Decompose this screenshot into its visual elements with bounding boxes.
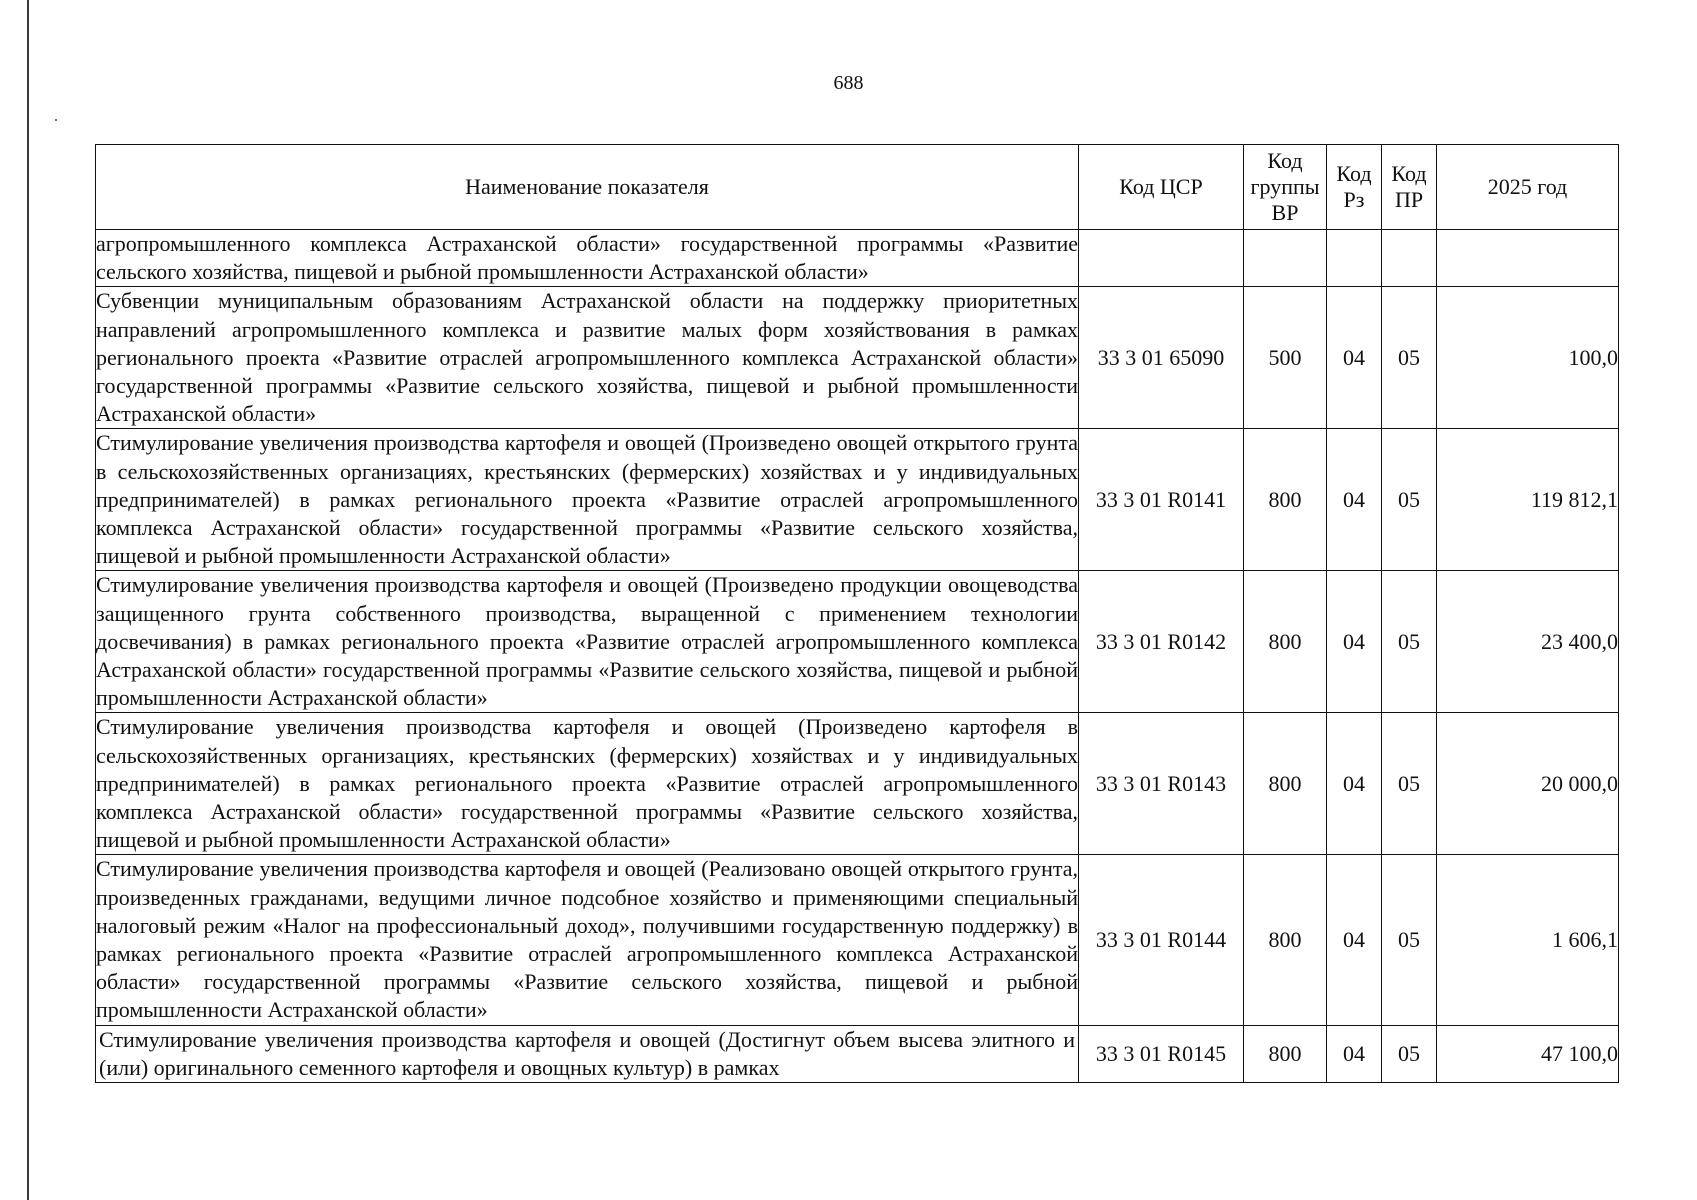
header-name: Наименование показателя	[96, 145, 1079, 230]
row-pr: 05	[1382, 713, 1437, 855]
row-vr: 800	[1244, 429, 1327, 571]
row-amount: 20 000,0	[1437, 713, 1619, 855]
row-csr: 33 3 01 R0143	[1079, 713, 1244, 855]
table-row	[96, 287, 1619, 429]
row-vr: 800	[1244, 571, 1327, 713]
row-name: Стимулирование увеличения производства картофеля и овощей (Произведено продукции овощеводства защищенного грунта собственного производства, выращенной с применением технологии досвечивания) в рамках регионального проекта «Развитие отраслей агропромышленного комплекса Астраханской области» государственной программы «Развитие сельского хозяйства, пищевой и рыбной промышленности Астраханской области»	[96, 571, 1079, 713]
row-amount: 47 100,0	[1437, 1025, 1619, 1082]
row-csr	[1079, 230, 1244, 287]
row-csr: 33 3 01 65090	[1079, 287, 1244, 429]
binding-edge-line	[27, 0, 29, 1200]
row-name: Стимулирование увеличения производства картофеля и овощей (Реализовано овощей открытого грунта, произведенных гражданами, ведущими личное подсобное хозяйство и применяющими специальный налоговый режим «Налог на профессиональный доход», получившими государственную поддержку) в рамках регионального проекта «Развитие отраслей агропромышленного комплекса Астраханской области» государственной программы «Развитие сельского хозяйства, пищевой и рыбной промышленности Астраханской области»	[96, 855, 1079, 1025]
header-vr: Код группы ВР	[1244, 145, 1327, 230]
row-csr: 33 3 01 R0141	[1079, 429, 1244, 571]
row-pr	[1382, 230, 1437, 287]
row-name-text: Стимулирование увеличения производства картофеля и овощей (Достигнут объем высева элитного и (или) оригинального семенного картофеля и овощных культур) в рамках	[99, 1026, 1075, 1080]
row-vr: 800	[1244, 1025, 1327, 1082]
row-amount: 119 812,1	[1437, 429, 1619, 571]
row-name: Субвенции муниципальным образованиям Астраханской области на поддержку приоритетных направлений агропромышленного комплекса и развитие малых форм хозяйствования в рамках регионального проекта «Развитие отраслей агропромышленного комплекса Астраханской области» государственной программы «Развитие сельского хозяйства, пищевой и рыбной промышленности Астраханской области»	[96, 287, 1079, 429]
header-pr: Код ПР	[1382, 145, 1437, 230]
row-vr	[1244, 230, 1327, 287]
row-amount: 23 400,0	[1437, 571, 1619, 713]
table-row	[96, 713, 1619, 855]
page-number: 688	[833, 72, 864, 94]
row-amount	[1437, 230, 1619, 287]
row-csr: 33 3 01 R0142	[1079, 571, 1244, 713]
row-rz: 04	[1327, 855, 1382, 1025]
row-pr: 05	[1382, 571, 1437, 713]
table-row	[96, 571, 1619, 713]
row-amount: 1 606,1	[1437, 855, 1619, 1025]
row-vr: 500	[1244, 287, 1327, 429]
header-rz: Код Рз	[1327, 145, 1382, 230]
row-rz: 04	[1327, 287, 1382, 429]
budget-table	[95, 144, 1619, 1083]
table-row	[96, 230, 1619, 287]
table-header-row	[96, 145, 1619, 230]
table-row	[96, 1025, 1619, 1082]
row-pr: 05	[1382, 287, 1437, 429]
row-pr: 05	[1382, 1025, 1437, 1082]
row-rz: 04	[1327, 713, 1382, 855]
header-csr: Код ЦСР	[1079, 145, 1244, 230]
row-name: Стимулирование увеличения производства картофеля и овощей (Произведено овощей открытого грунта в сельскохозяйственных организациях, крестьянских (фермерских) хозяйствах и у индивидуальных предпринимателей) в рамках регионального проекта «Развитие отраслей агропромышленного комплекса Астраханской области» государственной программы «Развитие сельского хозяйства, пищевой и рыбной промышленности Астраханской области»	[96, 429, 1079, 571]
table-row	[96, 429, 1619, 571]
scan-speck	[55, 119, 57, 121]
row-csr: 33 3 01 R0145	[1079, 1025, 1244, 1082]
row-rz: 04	[1327, 429, 1382, 571]
row-csr: 33 3 01 R0144	[1079, 855, 1244, 1025]
row-rz	[1327, 230, 1382, 287]
row-rz: 04	[1327, 1025, 1382, 1082]
row-rz: 04	[1327, 571, 1382, 713]
row-pr: 05	[1382, 429, 1437, 571]
header-year: 2025 год	[1437, 145, 1619, 230]
row-vr: 800	[1244, 713, 1327, 855]
row-pr: 05	[1382, 855, 1437, 1025]
row-name: агропромышленного комплекса Астраханской области» государственной программы «Развитие сельского хозяйства, пищевой и рыбной промышленности Астраханской области»	[96, 230, 1079, 287]
row-vr: 800	[1244, 855, 1327, 1025]
table-row	[96, 855, 1619, 1025]
row-name	[96, 1025, 1079, 1082]
row-amount: 100,0	[1437, 287, 1619, 429]
row-name: Стимулирование увеличения производства картофеля и овощей (Произведено картофеля в сельскохозяйственных организациях, крестьянских (фермерских) хозяйствах и у индивидуальных предпринимателей) в рамках регионального проекта «Развитие отраслей агропромышленного комплекса Астраханской области» государственной программы «Развитие сельского хозяйства, пищевой и рыбной промышленности Астраханской области»	[96, 713, 1079, 855]
